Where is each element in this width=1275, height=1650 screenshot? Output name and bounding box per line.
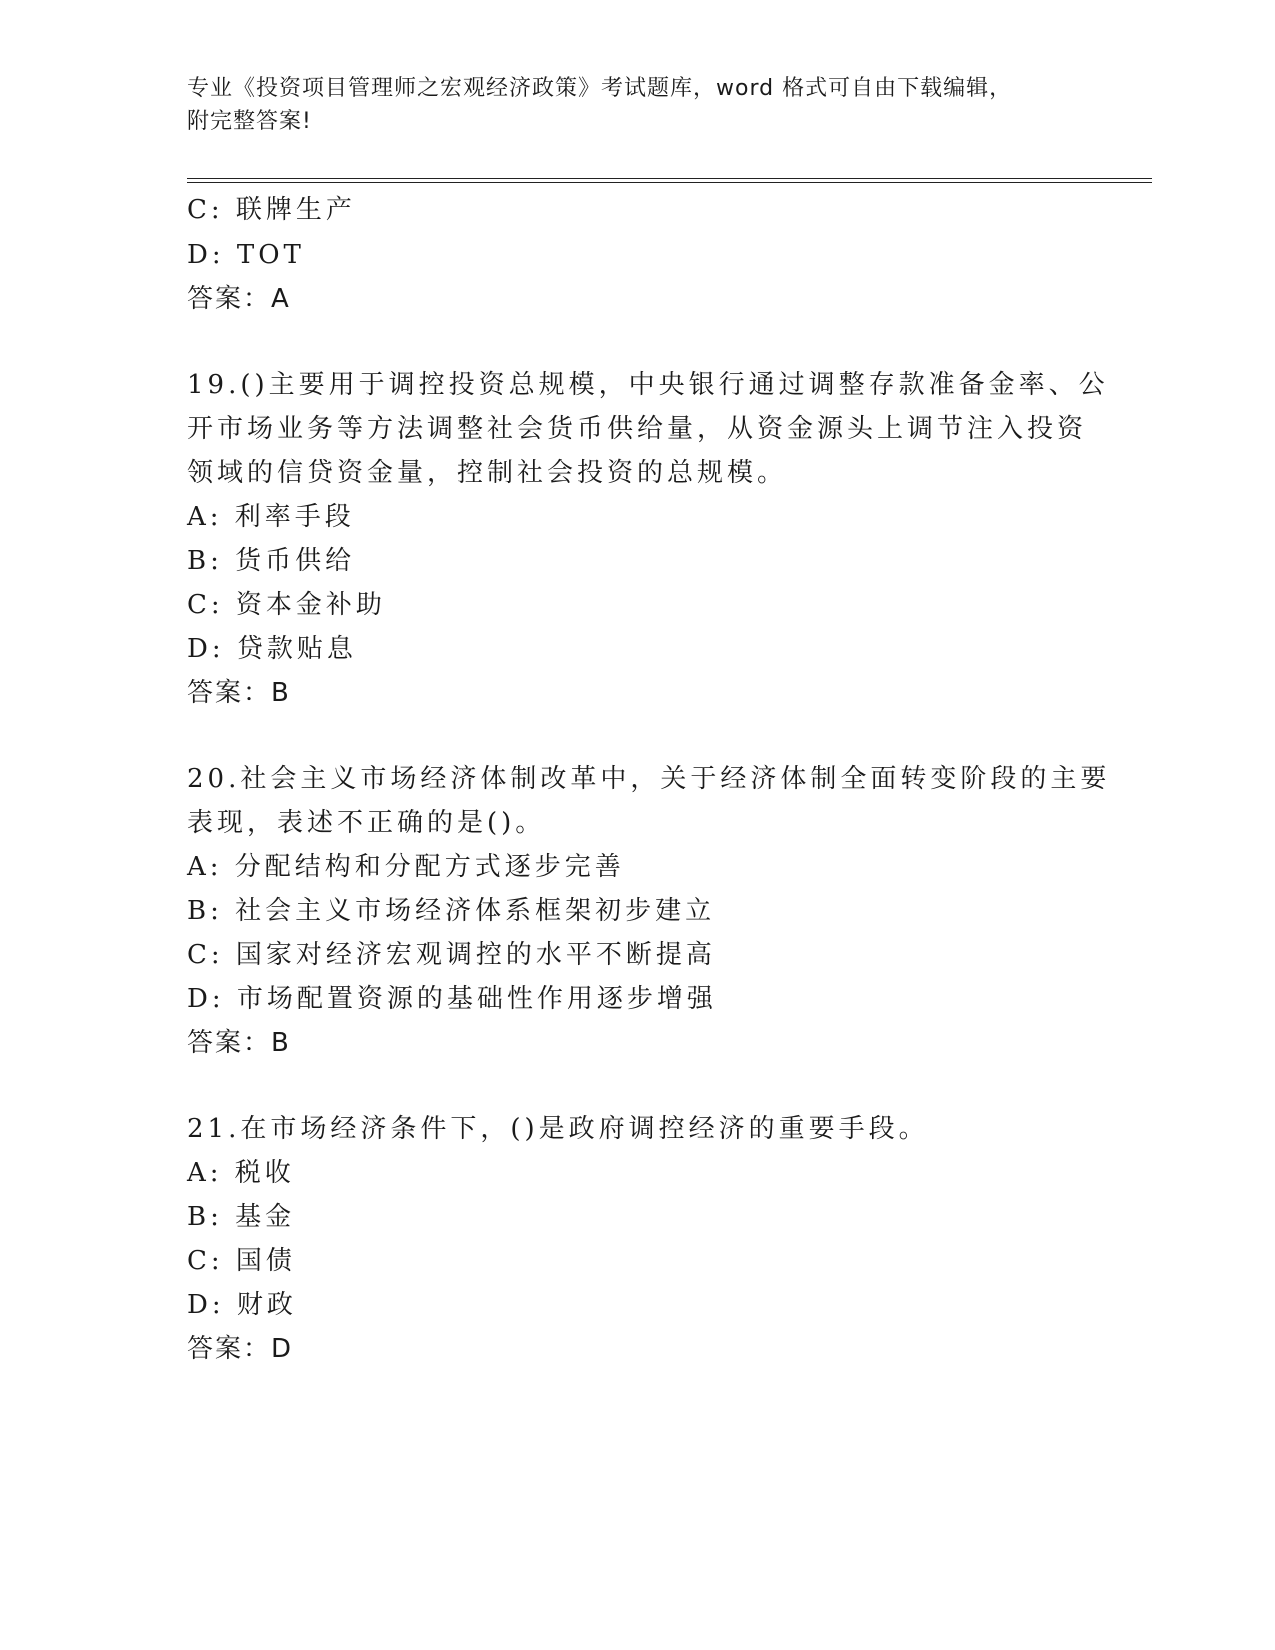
header-divider	[187, 178, 1152, 183]
question-19-option-b: B: 货币供给	[187, 546, 356, 576]
question-20-option-a: A: 分配结构和分配方式逐步完善	[187, 852, 625, 882]
header-line-2: 附完整答案!	[187, 109, 312, 134]
question-21-stem-line-1: 21.在市场经济条件下，()是政府调控经济的重要手段。	[187, 1114, 929, 1144]
question-20-answer: 答案：B	[187, 1028, 291, 1058]
option-c: C: 联牌生产	[187, 195, 356, 225]
question-19-stem-line-1: 19.()主要用于调控投资总规模，中央银行通过调整存款准备金率、公	[187, 370, 1109, 400]
question-20-option-d: D: 市场配置资源的基础性作用逐步增强	[187, 984, 717, 1014]
question-20-option-c: C: 国家对经济宏观调控的水平不断提高	[187, 940, 716, 970]
question-20-stem-line-2: 表现，表述不正确的是()。	[187, 808, 546, 838]
document-header	[187, 72, 1087, 138]
question-21-option-c: C: 国债	[187, 1246, 296, 1276]
question-19-stem-line-3: 领域的信贷资金量，控制社会投资的总规模。	[187, 458, 788, 488]
question-21-option-a: A: 税收	[187, 1158, 295, 1188]
question-19-stem-line-2: 开市场业务等方法调整社会货币供给量，从资金源头上调节注入投资	[187, 414, 1088, 444]
question-19-option-d: D: 贷款贴息	[187, 634, 357, 664]
question-20-option-b: B: 社会主义市场经济体系框架初步建立	[187, 896, 716, 926]
option-d: D: TOT	[187, 240, 305, 270]
question-21-option-d: D: 财政	[187, 1290, 297, 1320]
question-19-answer: 答案：B	[187, 678, 291, 708]
question-21-answer: 答案：D	[187, 1334, 294, 1364]
question-20-stem-line-1: 20.社会主义市场经济体制改革中，关于经济体制全面转变阶段的主要	[187, 764, 1111, 794]
question-21-option-b: B: 基金	[187, 1202, 296, 1232]
header-line-1: 专业《投资项目管理师之宏观经济政策》考试题库，word 格式可自由下载编辑，	[187, 76, 1013, 101]
question-19-option-a: A: 利率手段	[187, 502, 355, 532]
answer-line: 答案：A	[187, 284, 291, 314]
question-19-option-c: C: 资本金补助	[187, 590, 386, 620]
